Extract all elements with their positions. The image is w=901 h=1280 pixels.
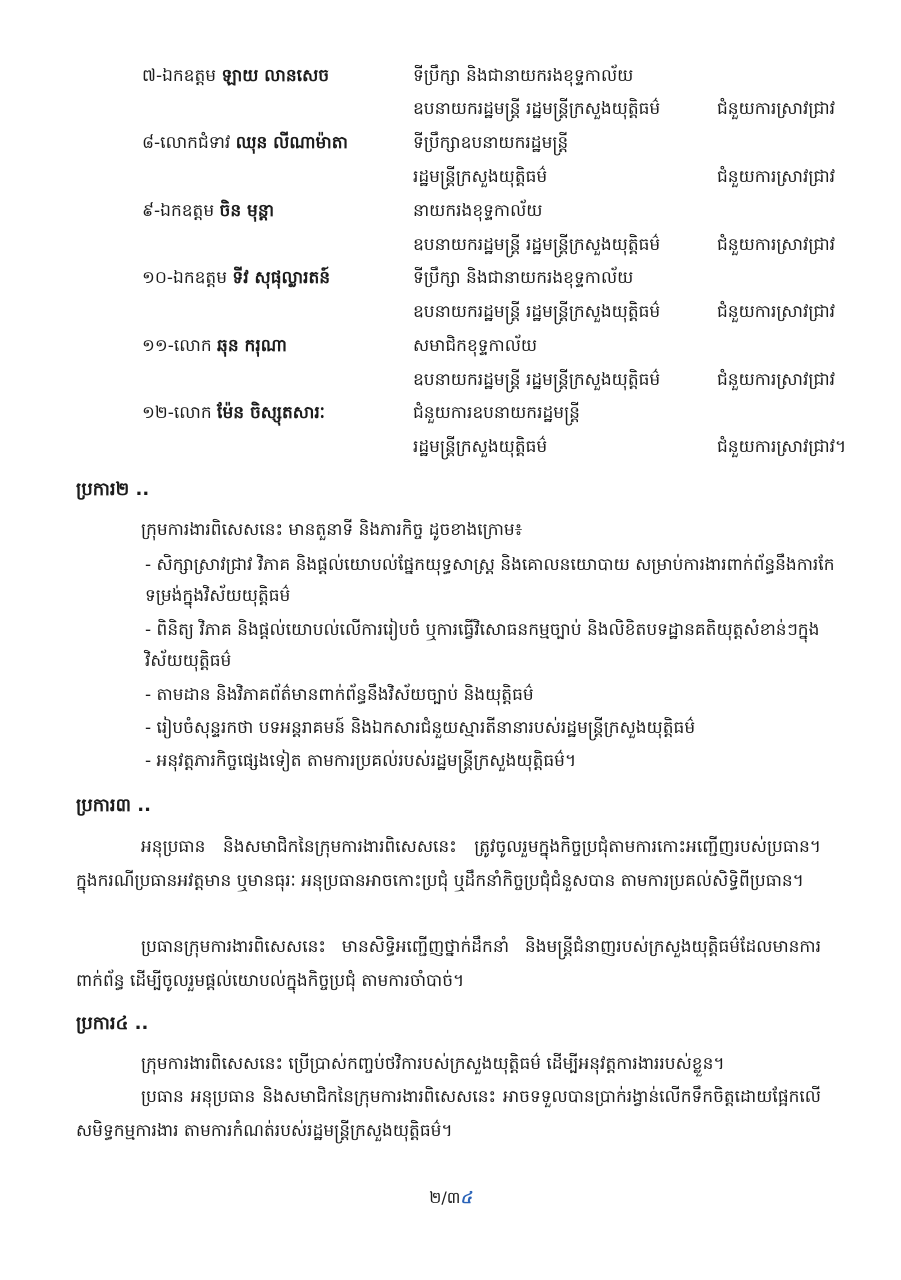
article-heading: ប្រការ២ ..	[76, 479, 150, 500]
member-number: ៧-ឯកឧត្តម	[142, 65, 217, 86]
member-role-line2: រដ្ឋមន្ត្រីក្រសួងយុត្តិធម៌	[413, 436, 548, 457]
member-status: ជំនួយការស្រាវជ្រាវ	[717, 301, 836, 322]
page-footer	[0, 1188, 901, 1209]
article-heading: ប្រការ៤ ..	[76, 1013, 149, 1034]
member-name-line	[142, 396, 325, 430]
member-name-line	[142, 261, 330, 295]
member-number: ៩-ឯកឧត្តម	[142, 200, 215, 221]
bullet-item: - ពិនិត្យ វិភាគ និងផ្តល់យោបល់លើការរៀបចំ ឬការធ្វើវិសោធនកម្មច្បាប់ និងលិខិតបទដ្ឋានគតិយុត្តសំខាន់ៗក្នុងវិស័យយុត្តិធម៌	[145, 620, 820, 671]
member-role-line2: ឧបនាយករដ្ឋមន្ត្រី រដ្ឋមន្ត្រីក្រសួងយុត្តិធម៌	[413, 98, 661, 119]
bullet-item: - រៀបចំសុន្ទរកថា បទអន្តរាគមន៍ និងឯកសារជំនួយស្មារតីនានារបស់រដ្ឋមន្ត្រីក្រសួងយុត្តិធម៌	[145, 718, 696, 738]
member-role: សមាជិកខុទ្ទកាល័យ	[413, 335, 538, 356]
member-role: ទីប្រឹក្សា និងជានាយករងខុទ្ទកាល័យ	[413, 267, 634, 288]
member-role: ទីប្រឹក្សាឧបនាយករដ្ឋមន្ត្រី	[413, 132, 569, 153]
bullet-item: - អនុវត្តភារកិច្ចផ្សេងទៀត តាមការប្រគល់របស់រដ្ឋមន្ត្រីក្រសួងយុត្តិធម៌។	[145, 751, 577, 771]
member-name-line	[142, 59, 329, 93]
member-status: ជំនួយការស្រាវជ្រាវ	[717, 166, 836, 187]
page-number: ២/៣	[429, 1188, 461, 1207]
member-role: ជំនួយការឧបនាយករដ្ឋមន្ត្រី	[413, 402, 580, 423]
article-heading: ប្រការ៣ ..	[76, 795, 151, 816]
member-role: នាយករងខុទ្ទកាល័យ	[413, 200, 543, 221]
member-number: ៨-លោកជំទាវ	[142, 132, 231, 153]
member-name: ម៉ែន ចិស្សុតសារៈ	[217, 402, 325, 423]
member-role: ទីប្រឹក្សា និងជានាយករងខុទ្ទកាល័យ	[413, 65, 634, 86]
member-status: ជំនួយការស្រាវជ្រាវ	[717, 98, 836, 119]
article-paragraph: ក្រុមការងារពិសេសនេះ ប្រើប្រាស់កញ្ចប់ថវិការបស់ក្រសួងយុត្តិធម៌ ដើម្បីអនុវត្តការងាររបស់ខ្លួន។	[141, 1054, 725, 1074]
member-number: ១០-ឯកឧត្តម	[142, 267, 227, 288]
member-role-line2: ឧបនាយករដ្ឋមន្ត្រី រដ្ឋមន្ត្រីក្រសួងយុត្តិធម៌	[413, 234, 661, 255]
member-name: ទីវ សុផុល្លារតន៍	[232, 267, 331, 288]
article-paragraph: អនុប្រធាន និងសមាជិកនៃក្រុមការងារពិសេសនេះ ត្រូវចូលរួមក្នុងកិច្ចប្រជុំតាមការកោះអញ្ជើញរបស់ប្រធាន។ ក្នុងករណីប្រធានអវត្តមាន ឬមានធុរៈ អនុប្រធានអាចកោះប្រជុំ ឬដឹកនាំកិច្ចប្រជុំជំនួសបាន តាមការប្រគល់សិទ្ធិពីប្រធាន។	[76, 837, 821, 891]
member-name: ចិន មុន្តា	[219, 200, 275, 221]
article-paragraph: ក្រុមការងារពិសេសនេះ មានតួនាទី និងភារកិច្ច ដូចខាងក្រោម៖	[141, 520, 523, 540]
handwritten-mark: ៤	[460, 1188, 472, 1207]
member-status: ជំនួយការស្រាវជ្រាវ	[717, 369, 836, 390]
member-number: ១១-លោក	[142, 335, 212, 356]
member-name: ឆុន ករុណា	[217, 335, 287, 356]
member-role-line2: ឧបនាយករដ្ឋមន្ត្រី រដ្ឋមន្ត្រីក្រសួងយុត្តិធម៌	[413, 301, 661, 322]
article-paragraph: ប្រធាន អនុប្រធាន និងសមាជិកនៃក្រុមការងារពិសេសនេះ អាចទទួលបានប្រាក់រង្វាន់លើកទឹកចិត្តដោយផ្អែកលើសមិទ្ធកម្មការងារ តាមការកំណត់របស់រដ្ឋមន្ត្រីក្រសួងយុត្តិធម៌។	[76, 1087, 821, 1141]
member-name-line	[142, 126, 348, 160]
member-name: ឈុន លីណាម៉ាតា	[235, 132, 348, 153]
bullet-item: - សិក្សាស្រាវជ្រាវ វិភាគ និងផ្តល់យោបល់ផ្នែកយុទ្ធសាស្ត្រ និងគោលនយោបាយ សម្រាប់ការងារពាក់ព័ន្ធនឹងការកែទម្រង់ក្នុងវិស័យយុត្តិធម៌	[145, 555, 835, 606]
member-name: ឡាយ លានសេច	[221, 65, 330, 86]
member-role-line2: រដ្ឋមន្ត្រីក្រសួងយុត្តិធម៌	[413, 166, 548, 187]
member-number: ១២-លោក	[142, 402, 212, 423]
member-name-line	[142, 329, 287, 363]
member-name-line	[142, 194, 274, 228]
member-status: ជំនួយការស្រាវជ្រាវ។	[717, 436, 847, 457]
bullet-item: - តាមដាន និងវិភាគព័ត៌មានពាក់ព័ន្ធនឹងវិស័យច្បាប់ និងយុត្តិធម៌	[145, 685, 534, 705]
member-role-line2: ឧបនាយករដ្ឋមន្ត្រី រដ្ឋមន្ត្រីក្រសួងយុត្តិធម៌	[413, 369, 661, 390]
member-status: ជំនួយការស្រាវជ្រាវ	[717, 234, 836, 255]
article-paragraph: ប្រធានក្រុមការងារពិសេសនេះ មានសិទ្ធិអញ្ជើញថ្នាក់ដឹកនាំ និងមន្ត្រីជំនាញរបស់ក្រសួងយុត្តិធម៌ដែលមានការពាក់ព័ន្ធ ដើម្បីចូលរួមផ្តល់យោបល់ក្នុងកិច្ចប្រជុំ តាមការចាំបាច់។	[76, 937, 821, 991]
